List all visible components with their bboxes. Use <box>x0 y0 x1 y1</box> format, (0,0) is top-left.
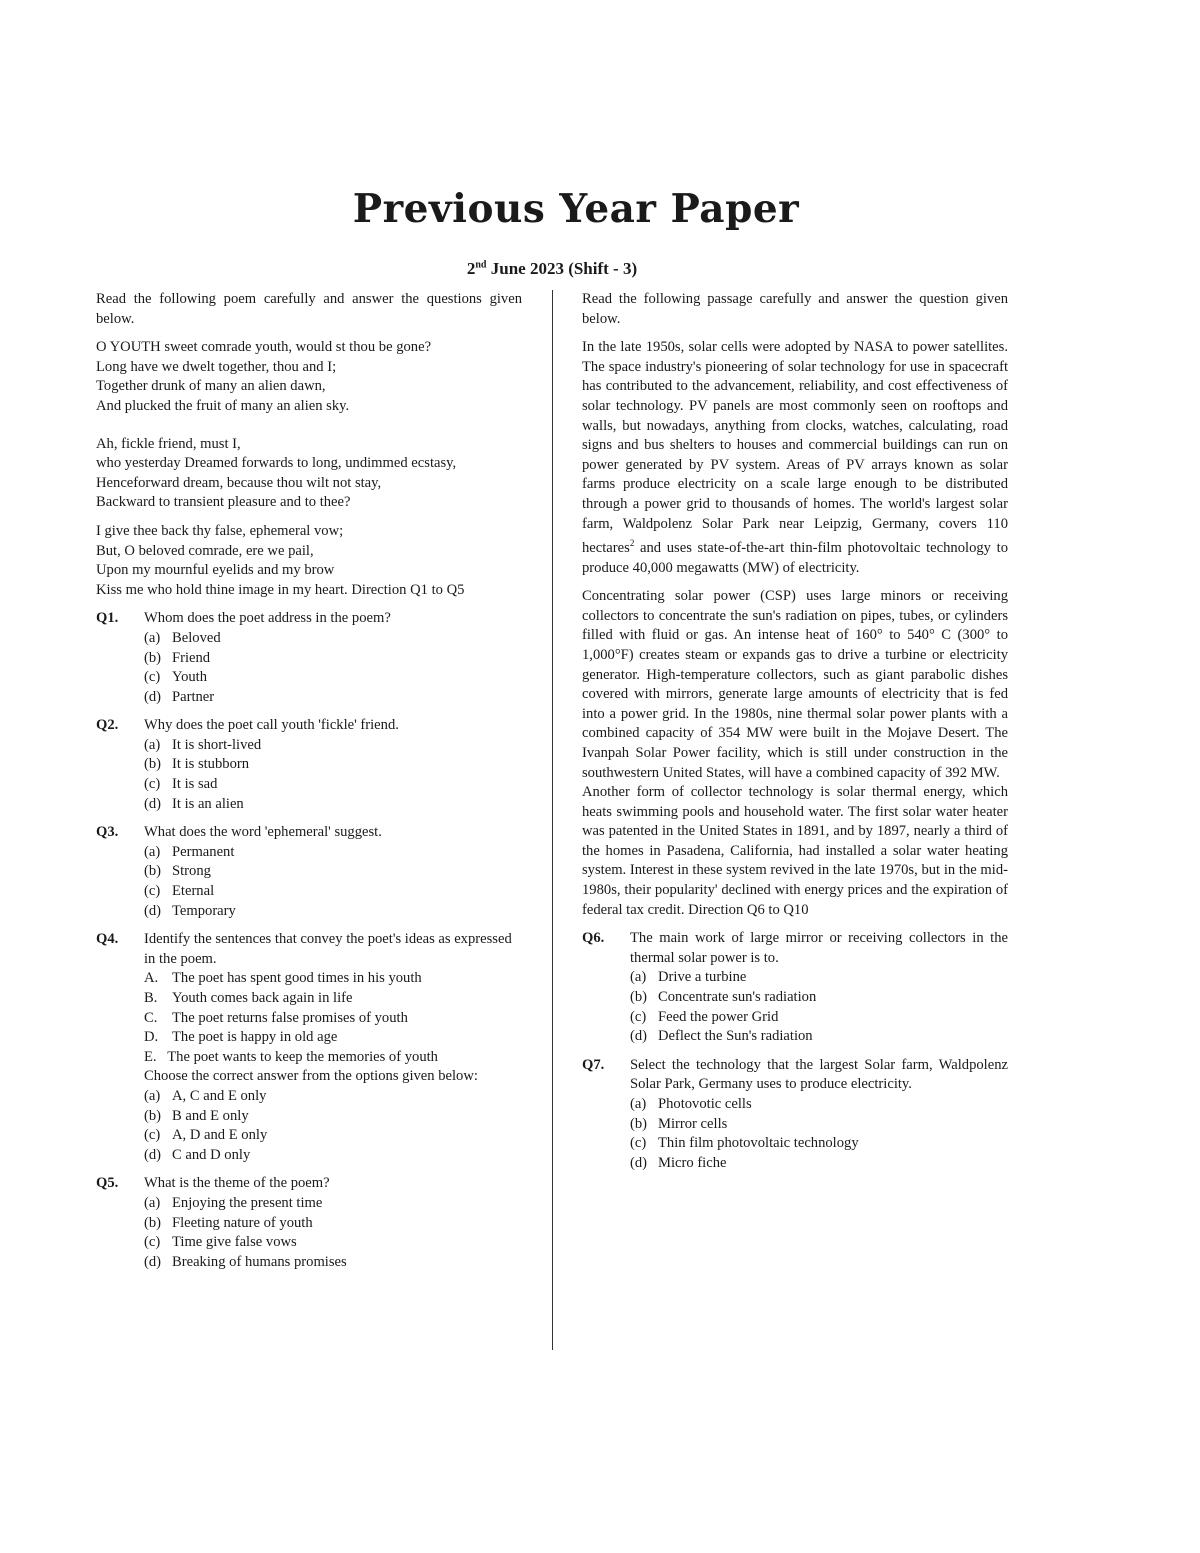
poem-line: Long have we dwelt together, thou and I; <box>96 358 337 375</box>
option: (a) A, C and E only <box>144 1087 267 1104</box>
option: (c) Thin film photovoltaic technology <box>630 1135 859 1152</box>
poem-line: I give thee back thy false, ephemeral vow; <box>96 522 344 539</box>
question-text: Why does the poet call youth 'fickle' friend. <box>144 717 399 734</box>
poem-line: And plucked the fruit of many an alien sky. <box>96 397 350 414</box>
poem-line: who yesterday Dreamed forwards to long, undimmed ecstasy, <box>96 455 457 472</box>
poem-line: Upon my mournful eyelids and my brow <box>96 562 335 579</box>
poem-stanza-3 <box>96 522 522 600</box>
question-q4 <box>96 930 522 1165</box>
option: (d) Partner <box>144 688 215 705</box>
question-text: What is the theme of the poem? <box>144 1175 330 1192</box>
poem-stanza-2 <box>96 435 522 513</box>
option: (c) It is sad <box>144 776 218 793</box>
question-q2 <box>96 716 522 814</box>
option: (c) A, D and E only <box>144 1127 268 1144</box>
option: (b) Friend <box>144 649 211 666</box>
option: (d) Breaking of humans promises <box>144 1253 347 1270</box>
question-number: Q7. <box>582 1056 605 1073</box>
date-day: 2 <box>466 259 476 278</box>
statement: E. The poet wants to keep the memories of youth <box>144 1048 438 1065</box>
question-q3 <box>96 823 522 921</box>
option: (d) Deflect the Sun's radiation <box>630 1028 813 1045</box>
option: (d) Micro fiche <box>630 1154 727 1171</box>
statement: A. The poet has spent good times in his youth <box>144 970 422 987</box>
question-number: Q6. <box>582 930 605 947</box>
option: (d) It is an alien <box>144 795 244 812</box>
poem-line: But, O beloved comrade, ere we pail, <box>96 542 314 559</box>
left-column <box>96 290 522 1281</box>
option: (c) Feed the power Grid <box>630 1008 779 1025</box>
statement: B. Youth comes back again in life <box>144 990 353 1006</box>
exam-date <box>0 259 1104 279</box>
question-number: Q3. <box>96 824 119 841</box>
question-text: What does the word 'ephemeral' suggest. <box>144 824 382 841</box>
column-divider <box>552 290 553 1350</box>
question-number: Q2. <box>96 717 119 734</box>
poem-line: Henceforward dream, because thou wilt not stay, <box>96 474 382 491</box>
option: (d) Temporary <box>144 902 236 919</box>
question-text: Identify the sentences that convey the poet's ideas as expressed in the poem. <box>144 931 512 967</box>
question-q7 <box>582 1056 1008 1174</box>
option: (b) B and E only <box>144 1107 249 1124</box>
poem-line: Ah, fickle friend, must I, <box>96 435 241 452</box>
option: (a) Enjoying the present time <box>144 1194 323 1211</box>
poem-line: O YOUTH sweet comrade youth, would st thou be gone? <box>96 339 432 356</box>
page-title: Previous Year Paper <box>352 186 800 232</box>
option: (a) Drive a turbine <box>630 969 747 986</box>
option: (a) Permanent <box>144 843 235 860</box>
option: (d) C and D only <box>144 1146 251 1163</box>
question-q6 <box>582 929 1008 1047</box>
option: (b) Strong <box>144 863 211 880</box>
question-number: Q4. <box>96 931 119 948</box>
question-q5 <box>96 1174 522 1272</box>
passage-paragraph-1: In the late 1950s, solar cells were adopted by NASA to power satellites. The space industry's pioneering of solar technology for use in spacecraft has contributed to the advancement, reliability, and cost effectiveness of solar technology. PV panels are most commonly seen on rooftops and walls, but nowadays, anything from clocks, watches, calculating, road signs and bus shelters to houses and commercial buildings can run on power generated by PV system. Areas of PV arrays known as solar farms produce electricity on a scale large enough to be distributed through a power grid to thousands of homes. The world's largest solar farm, Waldpolenz Solar Park near Leipzig, Germany, covers 110 hectares$^2$ and uses state-of-the-art thin-film photovoltaic technology to produce 40,000 megawatts (MW) of electricity. <box>582 339 1008 576</box>
passage-paragraph-2: Concentrating solar power (CSP) uses large minors or receiving collectors to concentrate the sun's radiation on pipes, tubes, or cylinders filled with fluid or gas. An intense heat of 160° to 540° C (300° to 1,000°F) creates steam or expands gas to drive a turbine or electricity generator. High-temperature collectors, such as giant parabolic dishes covered with mirrors, generate large amounts of electricity that is fed into a power grid. In the 1980s, nine thermal solar power plants with a combined capacity of 354 MW were built in the Mojave Desert. The Ivanpah Solar Power facility, which is still under construction in the southwestern United States, will have a combined capacity of 392 MW. <box>582 588 1008 781</box>
choose-instruction: Choose the correct answer from the options given below: <box>144 1068 478 1085</box>
passage-instruction: Read the following passage carefully and answer the question given below. <box>582 291 1008 327</box>
option: (b) Concentrate sun's radiation <box>630 989 817 1006</box>
poem-line: Together drunk of many an alien dawn, <box>96 378 326 395</box>
option: (c) Eternal <box>144 883 215 900</box>
question-q1 <box>96 609 522 707</box>
question-number: Q1. <box>96 610 119 627</box>
date-suffix: nd <box>475 259 487 271</box>
question-number: Q5. <box>96 1175 119 1192</box>
poem-line: Backward to transient pleasure and to thee? <box>96 494 351 511</box>
option: (a) Beloved <box>144 629 221 646</box>
question-text: Select the technology that the largest Solar farm, Waldpolenz Solar Park, Germany uses to produce electricity. <box>630 1056 1008 1093</box>
poem-line: Kiss me who hold thine image in my heart. Direction Q1 to Q5 <box>96 581 465 598</box>
option: (c) Time give false vows <box>144 1234 297 1251</box>
statement: D. The poet is happy in old age <box>144 1029 338 1046</box>
question-text: Whom does the poet address in the poem? <box>144 610 391 627</box>
option: (c) Youth <box>144 669 208 686</box>
passage-paragraph-3: Another form of collector technology is solar thermal energy, which heats swimming pools and household water. The first solar water heater was patented in the United States in 1891, and by 1897, nearly a third of the homes in Pasadena, California, had installed a solar water heating system. Interest in these system revived in the late 1970s, but in the mid-1980s, their popularity' declined with energy prices and the expiration of federal tax credit. Direction Q6 to Q10 <box>582 784 1008 918</box>
option: (a) Photovotic cells <box>630 1096 752 1113</box>
option: (b) It is stubborn <box>144 756 250 773</box>
option: (a) It is short-lived <box>144 736 262 753</box>
option: (b) Fleeting nature of youth <box>144 1214 313 1231</box>
date-rest: June 2023 (Shift - 3) <box>486 259 638 278</box>
question-text: The main work of large mirror or receiving collectors in the thermal solar power is to. <box>630 930 1008 966</box>
statement: C. The poet returns false promises of youth <box>144 1009 408 1026</box>
option: (b) Mirror cells <box>630 1115 728 1132</box>
poem-instruction: Read the following poem carefully and answer the questions given below. <box>96 291 522 327</box>
right-column <box>582 290 1008 1182</box>
